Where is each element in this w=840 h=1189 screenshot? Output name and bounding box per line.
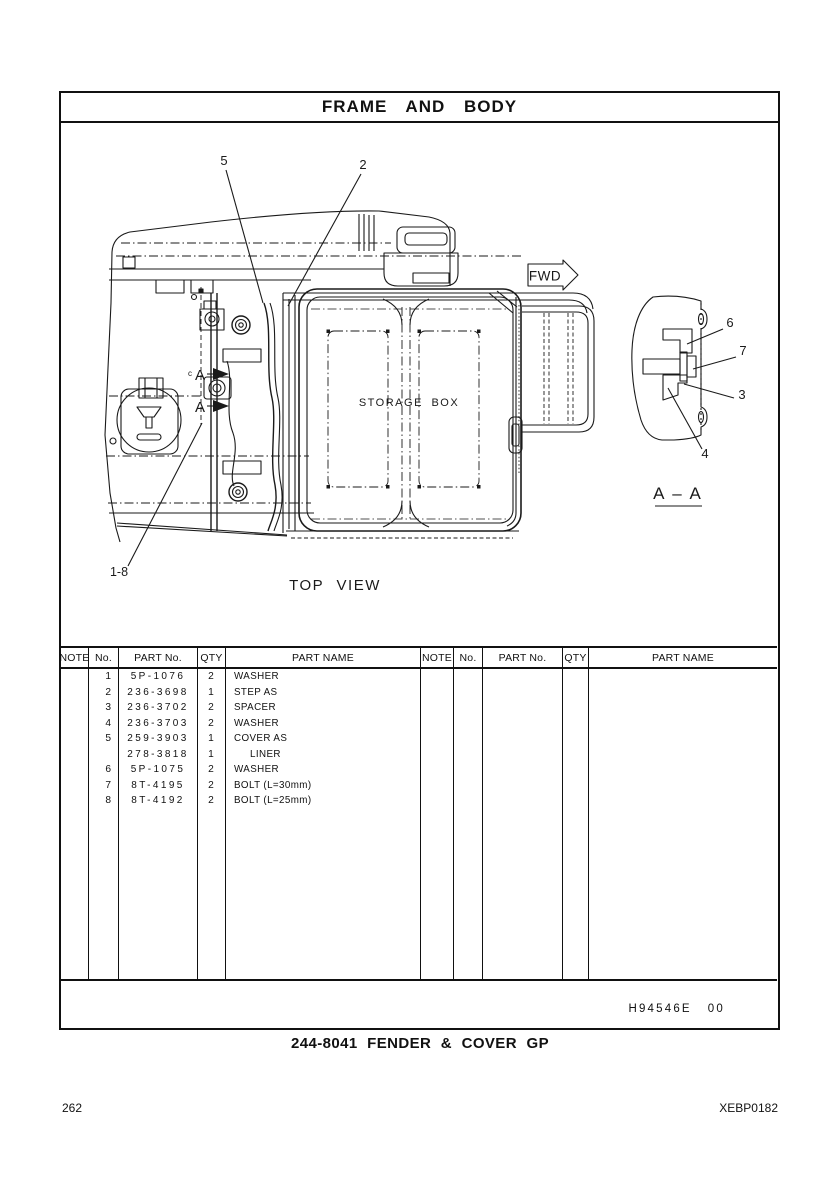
cell-part-no: 236-3698 [119, 685, 198, 701]
cell-note-right [421, 669, 454, 685]
exploded-parts-drawing [61, 123, 777, 646]
cell-no-right [454, 669, 483, 685]
cell-name-right [589, 731, 777, 747]
cell-note-right [421, 747, 454, 763]
cell-no: 1 [89, 669, 119, 685]
cell-no-right [454, 731, 483, 747]
column-filler [89, 809, 119, 980]
cell-note-right [421, 700, 454, 716]
section-arrowhead-bottom [213, 400, 229, 412]
cell-no: 5 [89, 731, 119, 747]
cell-qty: 2 [198, 762, 226, 778]
callout-3: 3 [738, 387, 746, 402]
cell-note-right [421, 731, 454, 747]
cell-no [89, 747, 119, 763]
cell-name: SPACER [226, 700, 421, 716]
cell-name-right [589, 747, 777, 763]
section-a-a-detail [632, 296, 747, 506]
cell-part-no: 236-3702 [119, 700, 198, 716]
doc-code-revision: 00 [707, 1003, 725, 1015]
cell-qty-right [563, 778, 589, 794]
callout-5: 5 [220, 153, 228, 168]
storage-box [117, 289, 593, 538]
cell-qty-right [563, 700, 589, 716]
cell-note [61, 731, 89, 747]
cell-no-right [454, 778, 483, 794]
table-header [61, 646, 777, 669]
parts-table [61, 646, 777, 1031]
storage-box-label: STORAGE BOX [358, 397, 460, 409]
cell-part-no-right [483, 685, 563, 701]
cell-part-no: 5P-1076 [119, 669, 198, 685]
top-view-label: TOP VIEW [289, 577, 381, 594]
drawing-subtitle: 244-8041 FENDER & COVER GP [291, 1035, 549, 1052]
cell-qty-right [563, 747, 589, 763]
cell-part-no: 236-3703 [119, 716, 198, 732]
panel-corner-dots [327, 330, 481, 489]
cell-part-no-right [483, 778, 563, 794]
column-filler [589, 809, 777, 980]
cell-note [61, 762, 89, 778]
cell-no-right [454, 747, 483, 763]
cell-note [61, 669, 89, 685]
cell-qty-right [563, 793, 589, 809]
header-part-name-2: PART NAME [652, 651, 714, 664]
callout-1-8: 1-8 [109, 565, 129, 579]
column-filler [563, 809, 589, 980]
cell-no: 2 [89, 685, 119, 701]
side-rail-grille [507, 297, 594, 526]
cell-part-no-right [483, 731, 563, 747]
column-filler [198, 809, 226, 980]
cell-qty: 2 [198, 778, 226, 794]
cell-qty: 1 [198, 731, 226, 747]
cell-name-right [589, 685, 777, 701]
cell-part-no: 5P-1075 [119, 762, 198, 778]
cell-part-no-right [483, 762, 563, 778]
cell-part-no: 278-3818 [119, 747, 198, 763]
section-arrow-label-top: A [194, 367, 206, 384]
page-frame [59, 91, 780, 1030]
cell-note [61, 700, 89, 716]
cell-qty: 2 [198, 793, 226, 809]
fwd-arrow [528, 260, 578, 290]
cell-qty: 2 [198, 716, 226, 732]
cell-qty-right [563, 762, 589, 778]
cell-part-no-right [483, 669, 563, 685]
cell-name: LINER [226, 747, 421, 763]
cell-no-right [454, 762, 483, 778]
callout-2: 2 [359, 157, 367, 172]
cell-name: STEP AS [226, 685, 421, 701]
cell-name: BOLT (L=25mm) [226, 793, 421, 809]
cell-name: WASHER [226, 669, 421, 685]
cell-note [61, 716, 89, 732]
cell-name: WASHER [226, 762, 421, 778]
cell-name-right [589, 762, 777, 778]
table-footer [61, 981, 777, 1031]
callout-4: 4 [701, 446, 709, 461]
cell-name-right [589, 669, 777, 685]
callout-6: 6 [726, 315, 734, 330]
cell-part-no: 8T-4192 [119, 793, 198, 809]
cell-note-right [421, 762, 454, 778]
fwd-label: FWD [528, 268, 562, 284]
cell-name: BOLT (L=30mm) [226, 778, 421, 794]
cell-no: 4 [89, 716, 119, 732]
section-marker-c: c [188, 369, 192, 378]
column-filler [226, 809, 421, 980]
cell-no-right [454, 700, 483, 716]
header-no-2: No. [454, 648, 483, 667]
doc-code [628, 1003, 725, 1015]
header-part-no: PART No. [119, 648, 198, 667]
doc-code-number: H94546E [628, 1003, 692, 1015]
header-note-2: NOTE [421, 648, 454, 667]
section-title: A – A [653, 484, 703, 503]
callout-7: 7 [739, 343, 747, 358]
cell-note-right [421, 685, 454, 701]
cell-no: 8 [89, 793, 119, 809]
step-and-cover-assembly [199, 287, 282, 531]
cell-note [61, 778, 89, 794]
column-filler [421, 809, 454, 980]
page-number: 262 [62, 1101, 83, 1115]
cell-qty: 1 [198, 685, 226, 701]
column-filler [483, 809, 563, 980]
cell-no: 7 [89, 778, 119, 794]
cell-name-right [589, 778, 777, 794]
cell-part-no-right [483, 793, 563, 809]
column-filler [454, 809, 483, 980]
cell-no: 6 [89, 762, 119, 778]
column-filler [119, 809, 198, 980]
header-no: No. [89, 648, 119, 667]
cell-no: 3 [89, 700, 119, 716]
cell-part-no-right [483, 700, 563, 716]
cell-part-no: 8T-4195 [119, 778, 198, 794]
cell-note-right [421, 778, 454, 794]
page-title: FRAME AND BODY [61, 93, 778, 123]
cell-no-right [454, 716, 483, 732]
cell-part-no-right [483, 716, 563, 732]
form-code: XEBP0182 [719, 1101, 778, 1115]
header-part-name: PART NAME [226, 648, 421, 667]
cell-note [61, 747, 89, 763]
table-body [61, 669, 777, 981]
section-arrow-label-bottom: A [194, 399, 206, 416]
header-qty: QTY [198, 648, 226, 667]
cell-note [61, 793, 89, 809]
header-part-no-2: PART No. [483, 648, 563, 667]
cell-no-right [454, 685, 483, 701]
cell-qty-right [563, 716, 589, 732]
cell-note [61, 685, 89, 701]
cell-note-right [421, 716, 454, 732]
cell-note-right [421, 793, 454, 809]
cell-qty-right [563, 669, 589, 685]
cell-qty-right [563, 731, 589, 747]
section-arrowhead-top [213, 368, 229, 380]
cell-qty: 2 [198, 669, 226, 685]
cell-name-right [589, 793, 777, 809]
cell-name: COVER AS [226, 731, 421, 747]
cell-name-right [589, 700, 777, 716]
cell-name-right [589, 716, 777, 732]
cell-qty: 1 [198, 747, 226, 763]
cell-qty-right [563, 685, 589, 701]
cell-no-right [454, 793, 483, 809]
cell-part-no-right [483, 747, 563, 763]
header-note: NOTE [61, 648, 89, 667]
cell-part-no: 259-3903 [119, 731, 198, 747]
column-filler [61, 809, 89, 980]
cell-name: WASHER [226, 716, 421, 732]
cell-qty: 2 [198, 700, 226, 716]
header-qty-2: QTY [563, 648, 589, 667]
